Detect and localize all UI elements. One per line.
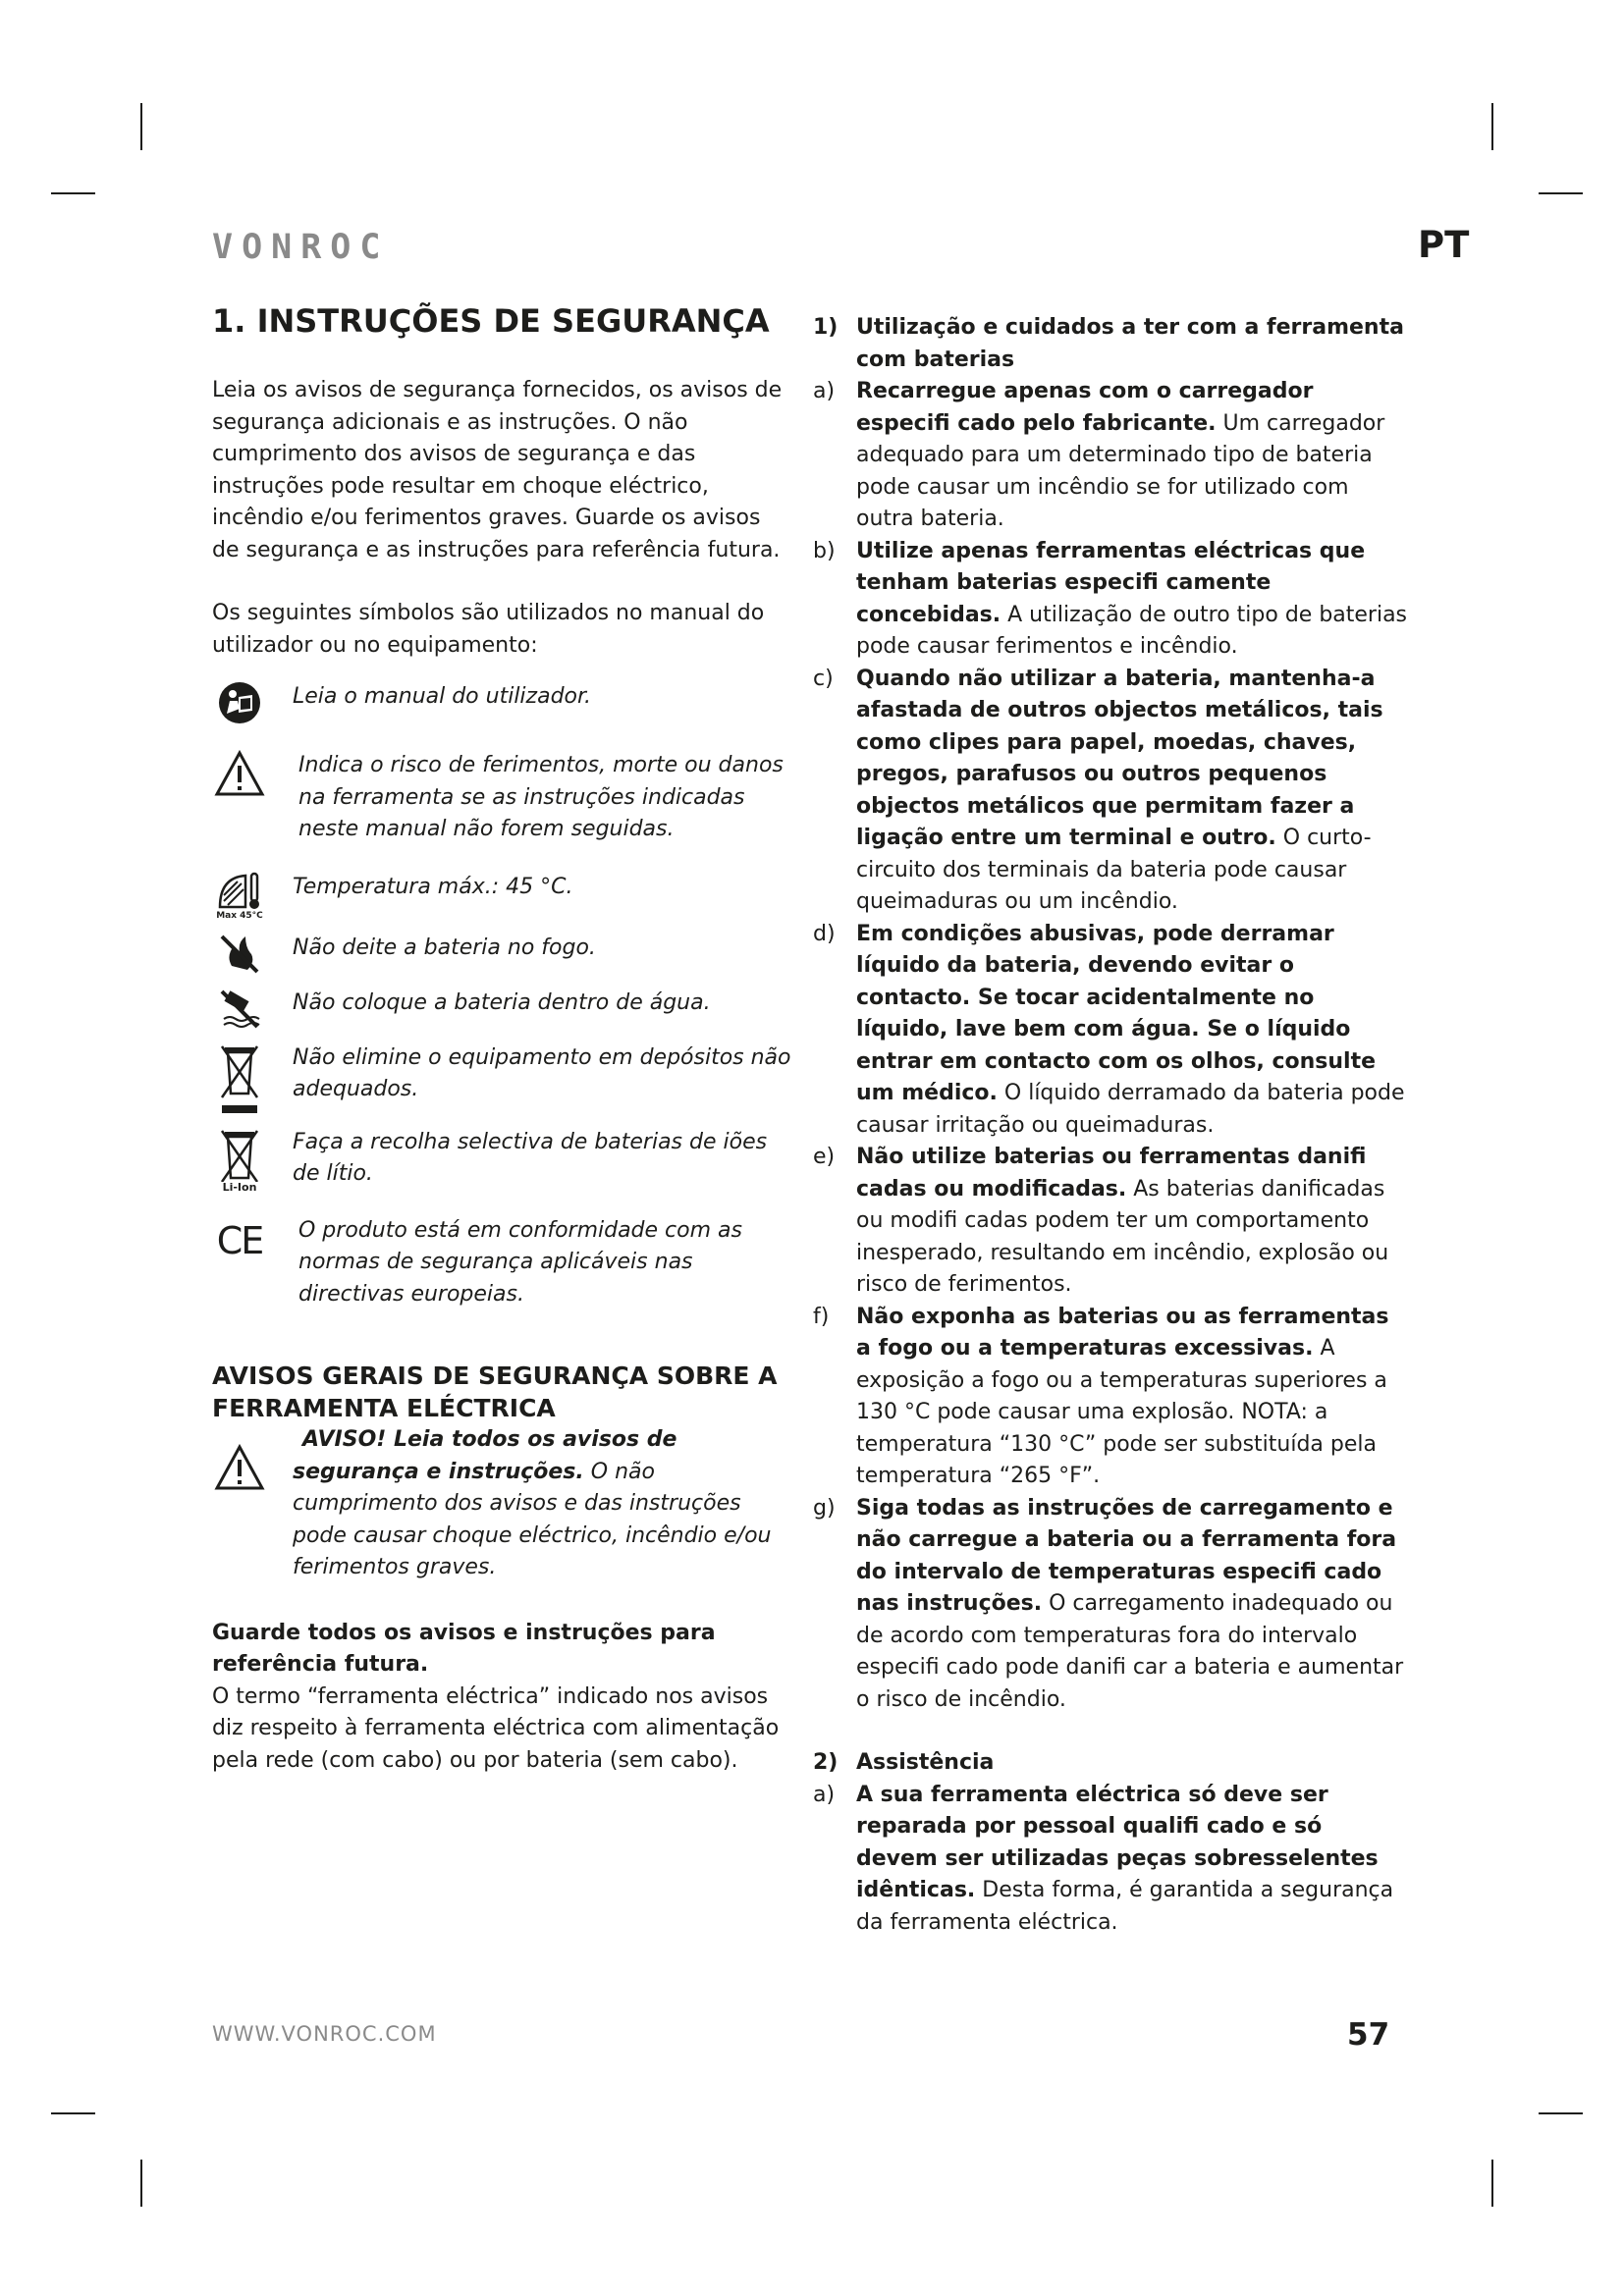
language-code: PT bbox=[1418, 224, 1470, 266]
item-plain-text: O carregamento inadequado ou de acordo com temperaturas fora do intervalo especifi cado pode danifi car a bateria e aumentar o risco de incêndio. bbox=[856, 1591, 1404, 1712]
symbol-text: Indica o risco de ferimentos, morte ou danos na ferramenta se as instruções indicadas neste manual não forem seguidas. bbox=[298, 753, 784, 841]
crop-mark bbox=[51, 2112, 95, 2114]
item-text bbox=[856, 1493, 1410, 1717]
item-plain-text: Um carregador adequado para um determinado tipo de bateria pode causar um incêndio se for utilizado com outra bateria. bbox=[856, 410, 1385, 531]
brand-logo: VONROC bbox=[212, 228, 390, 267]
service-rules-list bbox=[813, 1780, 1410, 1940]
item-plain-text: O líquido derramado da bateria pode causar irritação ou queimaduras. bbox=[856, 1081, 1405, 1138]
symbol-text: Não coloque a bateria dentro de água. bbox=[293, 989, 711, 1015]
crop-mark bbox=[140, 103, 142, 150]
item-text bbox=[856, 1302, 1410, 1493]
page-number: 57 bbox=[1347, 2017, 1390, 2053]
left-column bbox=[212, 294, 791, 1777]
symbol-text: Não deite a bateria no fogo. bbox=[293, 934, 596, 960]
crop-mark bbox=[1491, 103, 1493, 150]
item-text bbox=[856, 1780, 1410, 1940]
keep-instructions-heading: Guarde todos os avisos e instruções para referência futura. bbox=[212, 1620, 716, 1677]
list-item bbox=[813, 919, 1410, 1143]
list-item bbox=[813, 1302, 1410, 1493]
intro-paragraph: Leia os avisos de segurança fornecidos, os avisos de segurança adicionais e as instruções. O não cumprimento dos avisos de segurança e das instruções pode resultar em choque eléctrico, incêndio e/ou ferimentos graves. Guarde os avisos de segurança e as instruções para referência futura. bbox=[212, 378, 783, 562]
symbol-text: Temperatura máx.: 45 °C. bbox=[293, 874, 573, 899]
max-temperature-label: Max 45°C bbox=[216, 910, 263, 921]
section-heading-1 bbox=[813, 312, 1410, 376]
item-plain-text: Desta forma, é garantida a segurança da ferramenta eléctrica. bbox=[856, 1878, 1394, 1935]
section-title: 1. INSTRUÇÕES DE SEGURANÇA bbox=[212, 302, 770, 340]
symbol-text: Não elimine o equipamento em depósitos não adequados. bbox=[293, 1044, 791, 1101]
warning-triangle-icon bbox=[212, 750, 267, 797]
item-label: g) bbox=[813, 1495, 836, 1521]
crop-mark bbox=[51, 192, 95, 194]
symbols-list bbox=[212, 681, 791, 1310]
website-url: WWW.VONROC.COM bbox=[212, 2022, 437, 2046]
li-ion-label: Li-Ion bbox=[222, 1180, 257, 1194]
crop-mark bbox=[140, 2160, 142, 2207]
item-text bbox=[856, 664, 1410, 919]
crop-mark bbox=[1491, 2160, 1493, 2207]
list-item bbox=[813, 376, 1410, 536]
item-bold-text: A sua ferramenta eléctrica só deve ser reparada por pessoal qualifi cado e só devem ser utilizadas peças sobresselentes idênticas. bbox=[856, 1782, 1379, 1902]
item-text bbox=[856, 919, 1410, 1143]
symbols-intro: Os seguintes símbolos são utilizados no manual do utilizador ou no equipamento: bbox=[212, 601, 765, 658]
right-column bbox=[813, 312, 1410, 1939]
battery-rules-list bbox=[813, 376, 1410, 1716]
item-text bbox=[856, 1142, 1410, 1302]
symbol-row bbox=[212, 1127, 791, 1194]
item-plain-text: As baterias danificadas ou modifi cadas podem ter um comportamento inesperado, resultando em incêndio, explosão ou risco de ferimentos. bbox=[856, 1176, 1389, 1297]
general-warnings-title: AVISOS GERAIS DE SEGURANÇA SOBRE A FERRAMENTA ELÉCTRICA bbox=[212, 1362, 778, 1422]
warning-rest: O não cumprimento dos avisos e das instruções pode causar choque eléctrico, incêndio e/ou ferimentos graves. bbox=[293, 1459, 772, 1579]
item-bold-text: Recarregue apenas com o carregador especifi cado pelo fabricante. bbox=[856, 379, 1314, 436]
warning-triangle-icon bbox=[212, 1444, 267, 1491]
list-item bbox=[813, 1493, 1410, 1717]
ce-mark-icon bbox=[212, 1218, 267, 1262]
crop-mark bbox=[1539, 2112, 1583, 2114]
warning-block bbox=[212, 1424, 791, 1584]
symbol-text: O produto está em conformidade com as normas de segurança aplicáveis nas directivas europeias. bbox=[298, 1217, 742, 1307]
warning-text bbox=[293, 1424, 791, 1584]
power-tool-definition: O termo “ferramenta eléctrica” indicado nos avisos diz respeito à ferramenta eléctrica com alimentação pela rede (com cabo) ou por bateria (sem cabo). bbox=[212, 1683, 780, 1773]
list-item bbox=[813, 1780, 1410, 1940]
section-number: 2) bbox=[813, 1750, 839, 1775]
item-bold-text: Quando não utilizar a bateria, mantenha-a afastada de outros objectos metálicos, tais como clipes para papel, moedas, chaves, pregos, parafusos ou outros pequenos objectos metálicos que permitam fazer a ligação entre um terminal e outro. bbox=[856, 666, 1383, 850]
no-water-icon bbox=[212, 988, 267, 1031]
list-item bbox=[813, 664, 1410, 919]
ce-mark-label: CE bbox=[216, 1218, 263, 1262]
crossed-bin-icon bbox=[212, 1042, 267, 1121]
item-plain-text: O curto-circuito dos terminais da bateria pode causar queimaduras ou um incêndio. bbox=[856, 826, 1372, 914]
section-number: 1) bbox=[813, 315, 839, 340]
item-label: a) bbox=[813, 1782, 836, 1807]
section-heading-2 bbox=[813, 1747, 1410, 1780]
item-text bbox=[856, 376, 1410, 536]
symbol-row bbox=[212, 1042, 791, 1121]
item-bold-text: Utilize apenas ferramentas eléctricas que tenham baterias especifi camente concebidas. bbox=[856, 538, 1366, 627]
symbol-row bbox=[212, 681, 791, 724]
item-label: a) bbox=[813, 379, 836, 403]
li-ion-recycling-icon bbox=[212, 1127, 267, 1194]
item-label: e) bbox=[813, 1145, 836, 1169]
item-bold-text: Não utilize baterias ou ferramentas danifi cadas ou modificadas. bbox=[856, 1145, 1367, 1201]
item-bold-text: Não exponha as baterias ou as ferramentas a fogo ou a temperaturas excessivas. bbox=[856, 1304, 1389, 1361]
section-heading-text: Utilização e cuidados a ter com a ferramenta com baterias bbox=[856, 315, 1404, 372]
item-plain-text: A utilização de outro tipo de baterias pode causar ferimentos e incêndio. bbox=[856, 602, 1408, 659]
crop-mark bbox=[1539, 192, 1583, 194]
item-text bbox=[856, 536, 1410, 664]
symbol-row bbox=[212, 933, 791, 976]
read-manual-icon bbox=[212, 681, 267, 724]
symbol-row bbox=[212, 872, 791, 921]
warning-bold: AVISO! Leia todos os avisos de segurança e instruções. bbox=[293, 1427, 677, 1484]
item-label: c) bbox=[813, 666, 834, 691]
item-plain-text: A exposição a fogo ou a temperaturas superiores a 130 °C pode causar uma explosão. NOTA: a temperatura “130 °C” pode ser substituída pela temperatura “265 °F”. bbox=[856, 1336, 1387, 1488]
item-label: f) bbox=[813, 1304, 830, 1329]
item-bold-text: Siga todas as instruções de carregamento e não carregue a bateria ou a ferramenta fora do intervalo de temperaturas especifi cado nas instruções. bbox=[856, 1495, 1397, 1616]
list-item bbox=[813, 1142, 1410, 1302]
no-fire-icon bbox=[212, 933, 267, 976]
symbol-text: Leia o manual do utilizador. bbox=[293, 684, 592, 709]
item-label: d) bbox=[813, 921, 836, 946]
symbol-row bbox=[212, 988, 791, 1031]
symbol-row bbox=[212, 1215, 791, 1311]
item-bold-text: Em condições abusivas, pode derramar líquido da bateria, devendo evitar o contacto. Se tocar acidentalmente no líquido, lave bem com água. Se o líquido entrar em contacto com os olhos, consulte um médico. bbox=[856, 921, 1377, 1105]
list-item bbox=[813, 536, 1410, 664]
symbol-text: Faça a recolha selectiva de baterias de iões de lítio. bbox=[293, 1129, 768, 1186]
section-heading-text: Assistência bbox=[856, 1750, 995, 1775]
symbol-row bbox=[212, 750, 791, 846]
item-label: b) bbox=[813, 538, 836, 563]
max-temperature-icon bbox=[212, 872, 267, 921]
